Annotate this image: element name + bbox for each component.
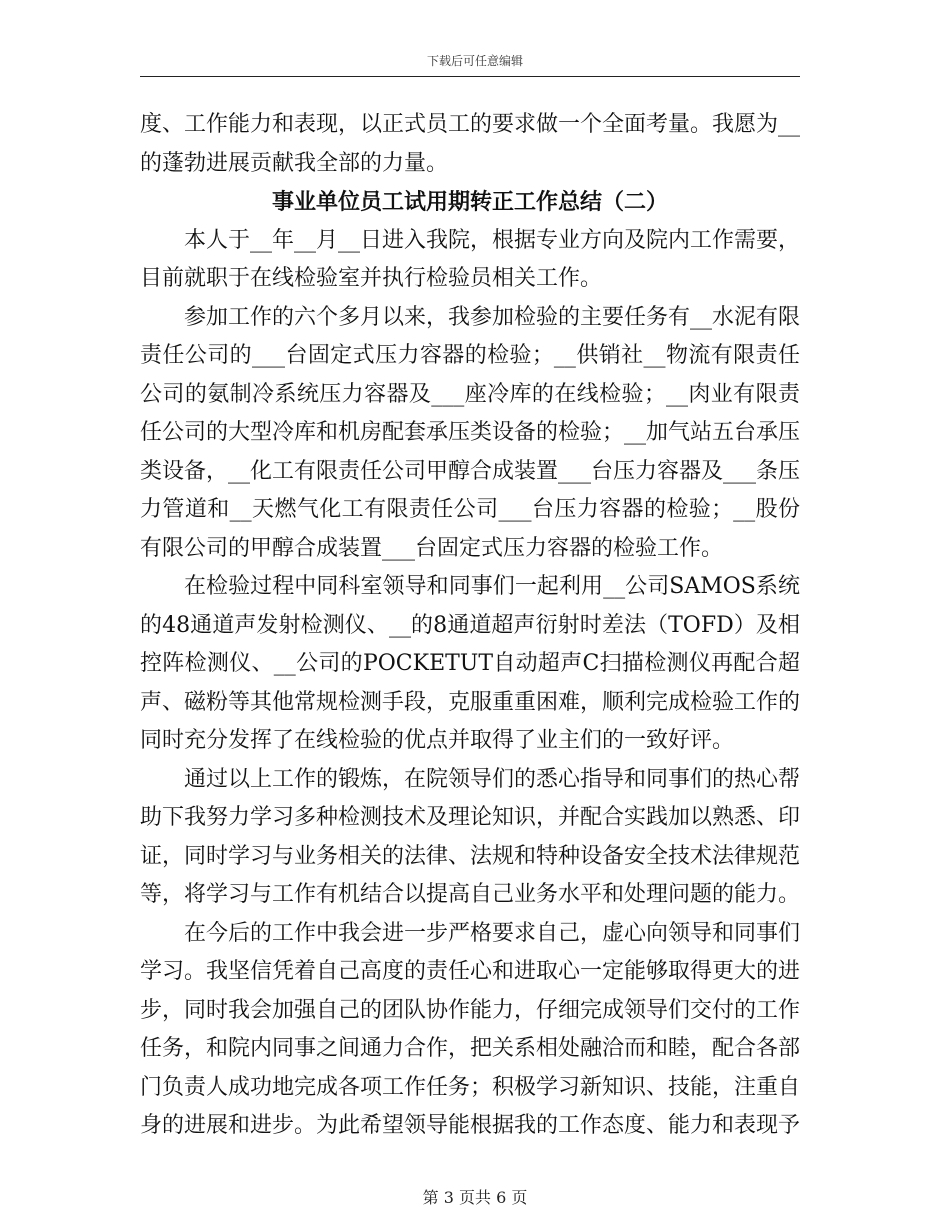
page-header: 下载后可任意编辑 — [426, 54, 523, 68]
paragraph-3: 在检验过程中同科室领导和同事们一起利用__公司SAMOS系统的48通道声发射检测仪、__的8通道超声衍射时差法（TOFD）及相控阵检测仪、__公司的POCKETUT自动超声C扫描检测仪再配合超声、磁粉等其他常规检测手段，克服重重困难，顺利完成检验工作的同时充分发挥了在线检验的优点并取得了业主们的一致好评。 — [140, 574, 801, 753]
document-body — [140, 106, 800, 1146]
paragraph-4: 通过以上工作的锻炼，在院领导们的悉心指导和同事们的热心帮助下我努力学习多种检测技术及理论知识，并配合实践加以熟悉、印证，同时学习与业务相关的法律、法规和特种设备安全技术法律规范等，将学习与工作有机结合以提高自己业务水平和处理问题的能力。 — [140, 766, 801, 907]
paragraph-5: 在今后的工作中我会进一步严格要求自己，虚心向领导和同事们学习。我坚信凭着自己高度的责任心和进取心一定能够取得更大的进步，同时我会加强自己的团队协作能力，仔细完成领导们交付的工作任务，和院内同事之间通力合作，把关系相处融洽而和睦，配合各部门负责人成功地完成各项工作任务；积极学习新知识、技能，注重自身的进展和进步。为此希望领导能根据我的工作态度、能力和表现予 — [140, 920, 801, 1138]
paragraph-1: 本人于__年__月__日进入我院，根据专业方向及院内工作需要，目前就职于在线检验室并执行检验员相关工作。 — [140, 227, 801, 291]
intro-paragraph: 度、工作能力和表现，以正式员工的要求做一个全面考量。我愿为__的蓬勃进展贡献我全部的力量。 — [140, 112, 801, 176]
page-footer: 第 3 页共 6 页 — [422, 1188, 528, 1207]
section-title: 事业单位员工试用期转正工作总结（二） — [271, 189, 668, 215]
header-divider — [140, 76, 800, 77]
paragraph-2: 参加工作的六个多月以来，我参加检验的主要任务有__水泥有限责任公司的___台固定式压力容器的检验；__供销社__物流有限责任公司的氨制冷系统压力容器及___座冷库的在线检验；__肉业有限责任公司的大型冷库和机房配套承压类设备的检验；__加气站五台承压类设备，__化工有限责任公司甲醇合成装置___台压力容器及___条压力管道和__天燃气化工有限责任公司___台压力容器的检验；__股份有限公司的甲醇合成装置___台固定式压力容器的检验工作。 — [140, 304, 801, 561]
